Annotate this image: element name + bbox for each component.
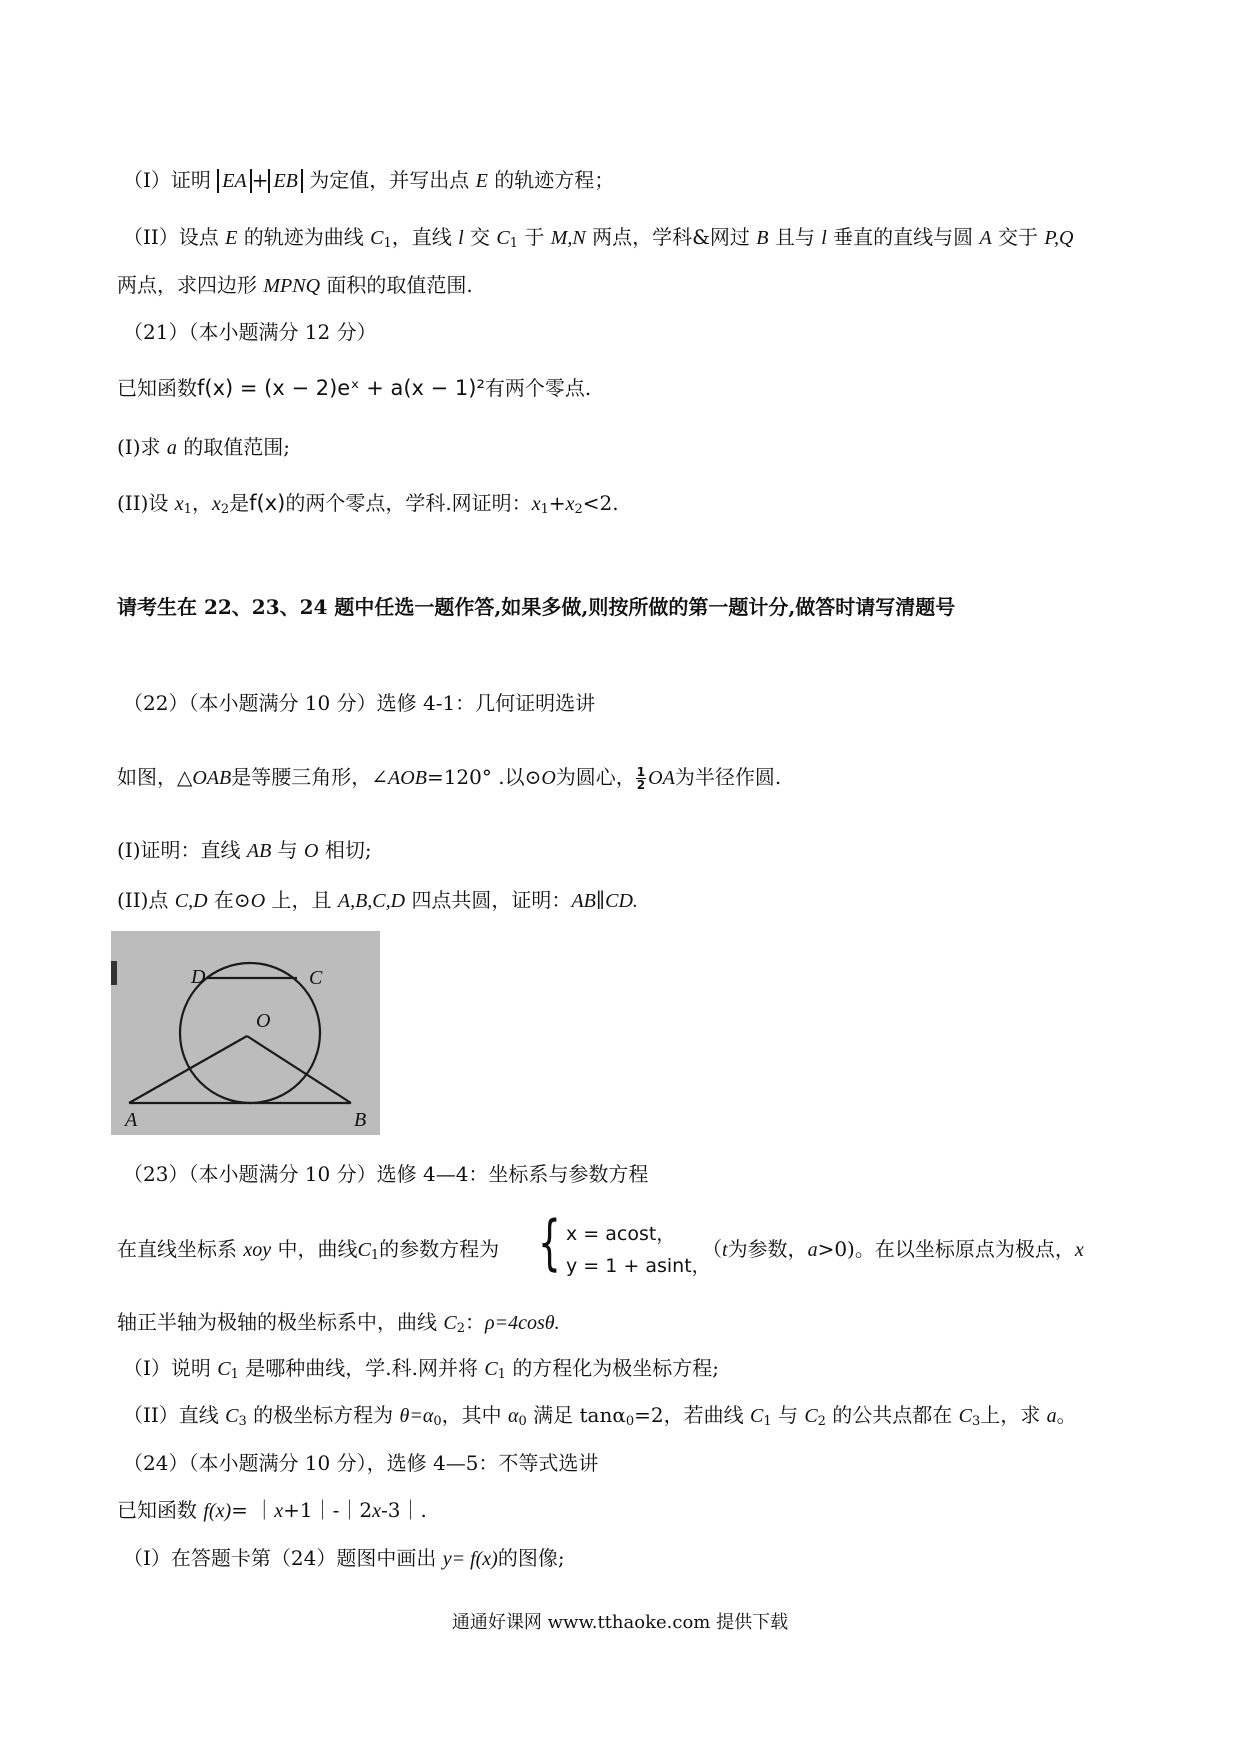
q22-statement: 如图，△OAB是等腰三角形，∠AOB=120° .以⊙O为圆心， $\frac{1}{2}$ OA为半径作圆.: [117, 765, 782, 792]
q20-part2-line2: 两点，求四边形 MPNQ 面积的取值范围.: [117, 273, 473, 297]
q24-header: （24）（本小题满分 10 分），选修 4—5：不等式选讲: [123, 1451, 599, 1475]
q20-part2-line1: （II）设点 E 的轨迹为曲线 $C_1$，直线 l 交 $C_1$ 于 M,N 两点，学科&网过 B 且与 l 垂直的直线与圆 A 交于 P,Q: [123, 225, 1074, 251]
q24-part1: （I）在答题卡第（24）题图中画出 y= f(x)的图像;: [123, 1546, 565, 1570]
left-brace: {: [538, 1208, 561, 1278]
abs-ea: EA: [217, 169, 251, 193]
q21-part2: (II)设 $x_1$，$x_2$是f(x)的两个零点，学科.网证明：$x_1+x_2<2$.: [117, 491, 619, 517]
q21-statement: 已知函数f(x) = (x − 2)eˣ + a(x − 1)²有两个零点.: [117, 376, 592, 400]
geometry-figure: [111, 931, 380, 1135]
q23-part2: （II）直线 $C_3$ 的极坐标方程为 $\theta=\alpha_0$，其中 $\alpha_0$ 满足 tanα$_0$=2，若曲线 $C_1$ 与 $C_2$ 的公共点都在 $C_3$上，求 a。: [123, 1403, 1077, 1429]
abs-eb: EB: [268, 169, 302, 193]
label-o: O: [256, 1010, 271, 1032]
fraction-one-half: $\frac{1}{2}$: [636, 765, 646, 792]
q22-part1: (I)证明：直线 AB 与 O 相切;: [117, 838, 372, 862]
label-b: B: [354, 1109, 367, 1131]
q20-part1: （I）证明 EA + EB 为定值，并写出点 E 的轨迹方程；: [123, 168, 615, 192]
q23-statement-b: （t为参数，a>0)。在以坐标原点为极点，x: [702, 1237, 1084, 1261]
label-c: C: [309, 967, 323, 989]
q22-header: （22）（本小题满分 10 分）选修 4-1：几何证明选讲: [123, 691, 596, 715]
q21-part1: (I)求 a 的取值范围;: [117, 435, 290, 459]
q21-header: （21）（本小题满分 12 分）: [123, 320, 377, 344]
label-a: A: [125, 1109, 138, 1131]
q23-header: （23）（本小题满分 10 分）选修 4—4：坐标系与参数方程: [123, 1162, 649, 1186]
instruction: 请考生在 22、23、24 题中任选一题作答,如果多做,则按所做的第一题计分,做答时请写清题号: [117, 595, 956, 619]
q21-formula: f(x) = (x − 2)eˣ + a(x − 1)²: [197, 376, 485, 400]
page-footer: 通通好课网 www.tthaoke.com 提供下载: [451, 1612, 789, 1633]
param-eq-y: y = 1 + asint，: [566, 1255, 711, 1277]
q23-statement-c: 轴正半轴为极轴的极坐标系中，曲线 $C_2$：ρ=4cosθ.: [117, 1310, 560, 1336]
q23-part1: （I）说明 $C_1$ 是哪种曲线，学.科.网并将 $C_1$ 的方程化为极坐标方程;: [123, 1356, 720, 1382]
q23-statement-a: 在直线坐标系 xoy 中，曲线$C_1$的参数方程为: [117, 1237, 500, 1263]
q22-part2: (II)点 C,D 在⊙O 上，且 A,B,C,D 四点共圆，证明：AB∥CD.: [117, 888, 638, 912]
geometry-diagram: [111, 931, 380, 1135]
param-eq-x: x = acost，: [566, 1223, 676, 1245]
label-d: D: [191, 966, 206, 988]
q24-statement: 已知函数 f(x)= ｜x+1｜-｜2x-3｜.: [117, 1498, 427, 1522]
